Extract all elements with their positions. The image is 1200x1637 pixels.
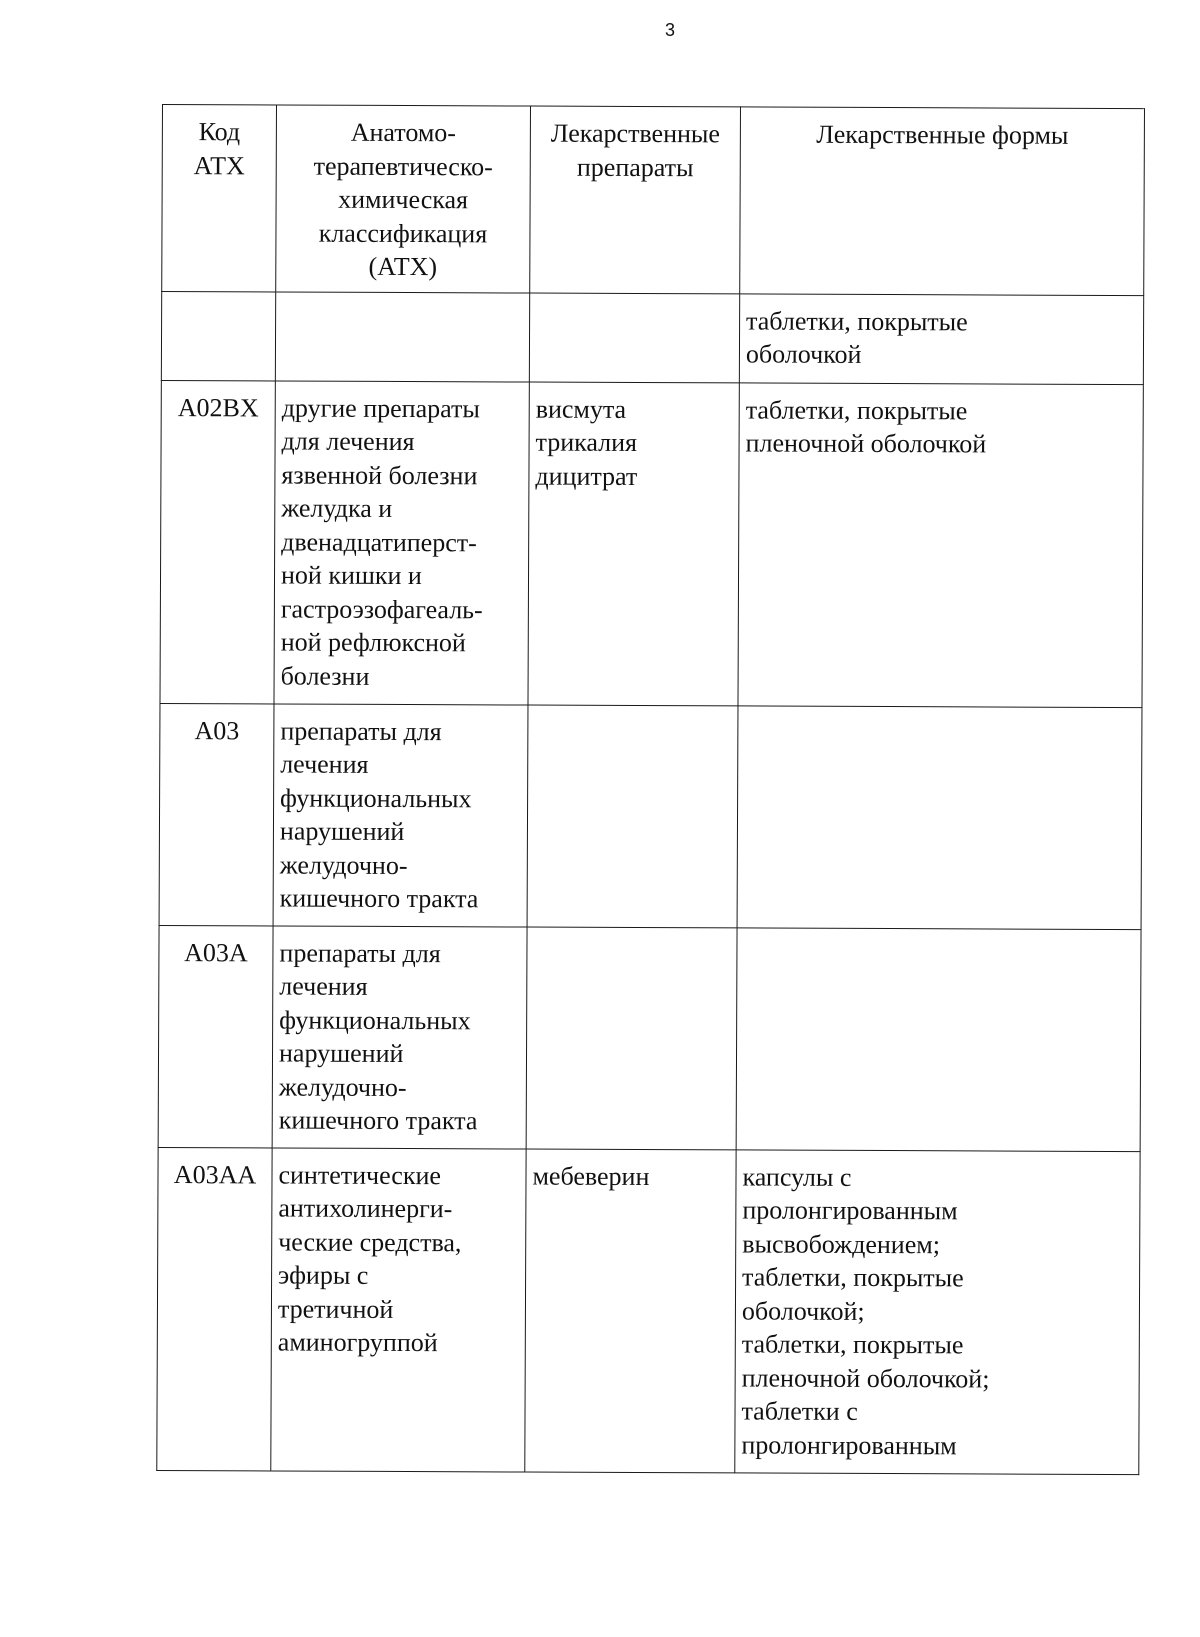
cell-text-line: антихолинерги- bbox=[278, 1193, 453, 1224]
cell-text-line: кишечного тракта bbox=[279, 883, 479, 914]
cell-code bbox=[157, 1147, 272, 1470]
cell-code bbox=[161, 291, 275, 380]
cell-text-line: функциональных bbox=[279, 1004, 471, 1035]
cell-code bbox=[159, 703, 274, 925]
cell-drugs bbox=[525, 1149, 736, 1473]
cell-text-line: таблетки, покрытые bbox=[745, 394, 968, 425]
cell-text-line: нарушений bbox=[278, 1038, 404, 1069]
cell-text-line: пленочной оболочкой bbox=[745, 428, 987, 459]
cell-text-line: синтетические bbox=[278, 1159, 442, 1190]
cell-text-line: таблетки, покрытые bbox=[746, 305, 968, 336]
cell-text-line: трикалия bbox=[535, 427, 638, 457]
cell-text-line: оболочкой; bbox=[741, 1295, 865, 1326]
cell-text-line: препараты для bbox=[279, 937, 441, 968]
cell-text-line: желудочно- bbox=[278, 1071, 407, 1102]
table-row bbox=[160, 380, 1143, 707]
cell-text-line: третичной bbox=[277, 1293, 394, 1324]
cell-text-line: ной кишки и bbox=[280, 560, 422, 591]
cell-atc bbox=[275, 291, 529, 381]
cell-text-line: препараты для bbox=[280, 716, 442, 746]
table-row bbox=[157, 1147, 1140, 1474]
cell-forms bbox=[735, 1149, 1140, 1474]
cell-text-line: кишечного тракта bbox=[278, 1105, 478, 1136]
cell-text-line: (АТХ) bbox=[368, 251, 438, 282]
page-number: 3 bbox=[664, 20, 675, 40]
cell-text-line: A03AA bbox=[173, 1159, 257, 1189]
cell-text-line: капсулы с bbox=[742, 1161, 852, 1192]
table-row bbox=[161, 291, 1143, 384]
cell-text-line: Код bbox=[198, 117, 241, 147]
cell-code bbox=[160, 380, 275, 703]
cell-text-line: гастроэзофагеаль- bbox=[280, 594, 483, 624]
table-row bbox=[159, 703, 1142, 929]
cell-text-line: эфиры с bbox=[278, 1260, 369, 1290]
cell-text-line: высвобождением; bbox=[742, 1228, 941, 1259]
cell-text-line: лечения bbox=[280, 749, 369, 779]
cell-forms bbox=[738, 382, 1143, 707]
cell-text-line: желудка и bbox=[281, 493, 393, 523]
cell-text-line: двенадцатиперст- bbox=[281, 527, 477, 557]
header-drugs bbox=[530, 106, 741, 293]
cell-drugs bbox=[529, 293, 739, 383]
cell-text-line: АТХ bbox=[193, 150, 245, 180]
cell-text-line: Анатомо- bbox=[350, 117, 457, 148]
cell-forms bbox=[737, 705, 1142, 929]
cell-text-line: язвенной болезни bbox=[281, 460, 478, 490]
cell-text-line: висмута bbox=[535, 394, 627, 424]
cell-text-line: оболочкой bbox=[745, 339, 862, 369]
cell-text-line: другие препараты bbox=[281, 393, 480, 423]
header-code bbox=[162, 105, 277, 292]
table-row bbox=[158, 925, 1141, 1151]
cell-text-line: A03 bbox=[194, 715, 240, 745]
cell-text-line: таблетки, покрытые bbox=[742, 1262, 964, 1293]
cell-code bbox=[158, 925, 273, 1147]
header-dosage-forms bbox=[740, 107, 1145, 295]
cell-text-line: функциональных bbox=[280, 783, 472, 813]
cell-text-line: дицитрат bbox=[535, 461, 638, 491]
cell-text-line: для лечения bbox=[281, 426, 415, 457]
cell-text-line: лечения bbox=[279, 971, 368, 1001]
atc-table-container bbox=[156, 104, 1144, 1475]
cell-atc bbox=[271, 1147, 526, 1471]
cell-atc bbox=[272, 925, 527, 1148]
cell-text-line: A03A bbox=[184, 937, 248, 967]
cell-atc bbox=[273, 703, 528, 926]
cell-text-line: болезни bbox=[280, 661, 370, 691]
cell-text-line: Лекарственные формы bbox=[816, 119, 1069, 150]
cell-drugs bbox=[527, 705, 738, 928]
cell-atc bbox=[274, 380, 529, 704]
cell-text-line: мебеверин bbox=[532, 1161, 650, 1191]
cell-text-line: терапевтическо- bbox=[313, 151, 493, 181]
cell-text-line: таблетки с bbox=[741, 1396, 858, 1426]
cell-text-line: таблетки, покрытые bbox=[741, 1329, 964, 1360]
header-atc-classification bbox=[276, 105, 531, 293]
cell-drugs bbox=[528, 382, 739, 706]
cell-text-line: пролонгированным bbox=[741, 1429, 957, 1460]
cell-drugs bbox=[526, 927, 737, 1150]
cell-text-line: желудочно- bbox=[279, 850, 408, 880]
cell-text-line: пленочной оболочкой; bbox=[741, 1362, 990, 1393]
cell-forms bbox=[736, 927, 1141, 1151]
cell-text-line: препараты bbox=[576, 152, 694, 182]
atc-table bbox=[156, 104, 1145, 1475]
cell-text-line: ческие средства, bbox=[278, 1226, 462, 1257]
cell-text-line: пролонгированным bbox=[742, 1195, 958, 1226]
cell-text-line: Лекарственные bbox=[550, 118, 721, 149]
cell-text-line: A02BX bbox=[177, 392, 259, 422]
cell-text-line: аминогруппой bbox=[277, 1327, 438, 1358]
cell-text-line: нарушений bbox=[279, 816, 405, 847]
cell-text-line: ной рефлюксной bbox=[280, 627, 466, 658]
cell-text-line: классификация bbox=[318, 218, 488, 248]
cell-text-line: химическая bbox=[338, 184, 469, 215]
table-header-row bbox=[162, 105, 1145, 296]
cell-forms bbox=[739, 293, 1143, 384]
